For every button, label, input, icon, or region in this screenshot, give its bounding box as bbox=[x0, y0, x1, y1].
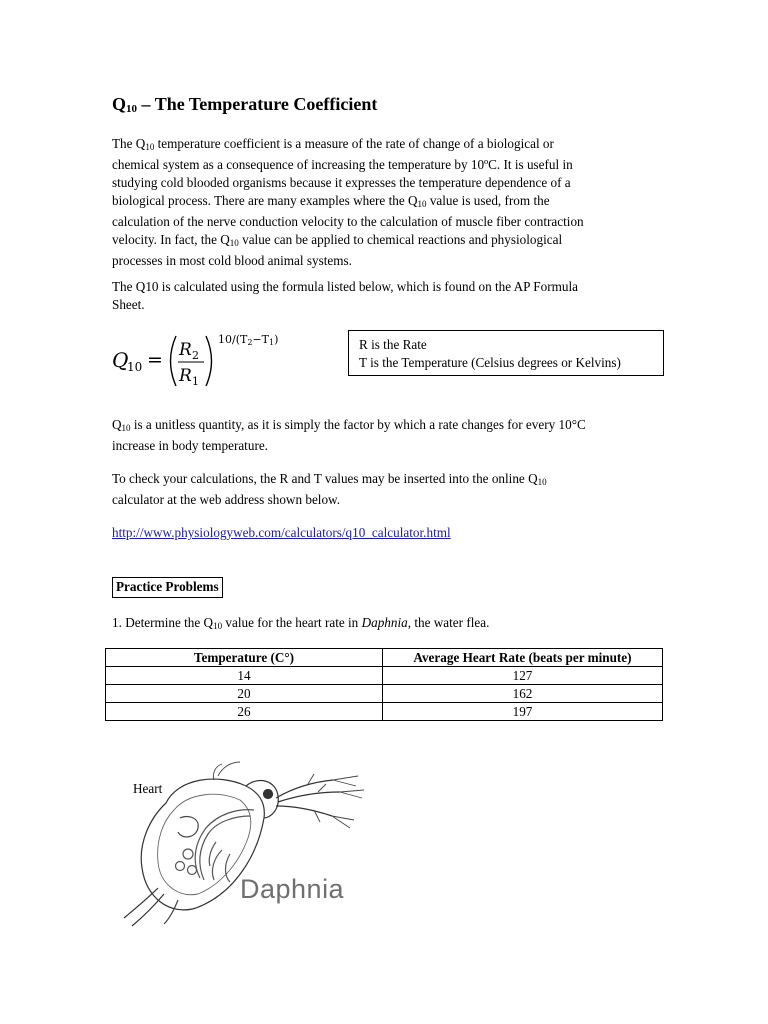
head-outline bbox=[246, 781, 278, 818]
carapace-spikes bbox=[213, 762, 240, 780]
definitions-box bbox=[348, 330, 664, 376]
check-line: To check your calculations, the R and T values may be inserted into the online $Q_{10}$ bbox=[112, 471, 547, 487]
egg bbox=[176, 862, 185, 871]
formula-intro-line: Sheet. bbox=[112, 297, 145, 312]
table-cell: 162 bbox=[383, 685, 663, 703]
legs bbox=[209, 842, 230, 882]
intro-line: velocity. In fact, the $Q_{10}$ value can be applied to chemical reactions and physiological bbox=[112, 232, 563, 248]
daphnia-caption: Daphnia bbox=[240, 874, 345, 904]
column-header-heart-rate: Average Heart Rate (beats per minute) bbox=[383, 649, 663, 667]
intro-paragraph bbox=[112, 135, 657, 270]
table-cell: 20 bbox=[106, 685, 383, 703]
formula-left-paren bbox=[171, 336, 177, 386]
unitless-line: increase in body temperature. bbox=[112, 438, 268, 453]
column-header-temperature: Temperature (C°) bbox=[106, 649, 383, 667]
definition-t: T is the Temperature (Celsius degrees or Kelvins) bbox=[359, 355, 621, 370]
intro-line: chemical system as a consequence of increasing the temperature by 10ºC. It is useful in bbox=[112, 157, 573, 172]
formula-intro-paragraph bbox=[112, 278, 657, 314]
heart-shape bbox=[178, 816, 198, 836]
question-1: 1. Determine the $Q_{10}$ value for the heart rate in Daphnia, the water flea. bbox=[112, 615, 490, 631]
intro-line: calculation of the nerve conduction velocity to the calculation of muscle fiber contraction bbox=[112, 214, 584, 229]
table-row bbox=[106, 667, 663, 685]
daphnia-italic: Daphnia bbox=[361, 615, 408, 630]
formula-numerator: R bbox=[179, 340, 192, 360]
formula-q-subscript: 10 bbox=[127, 360, 143, 374]
intro-line: biological process. There are many examples where the $Q_{10}$ value is used, from the bbox=[112, 193, 550, 209]
eye-icon bbox=[264, 790, 273, 799]
practice-problems-heading: Practice Problems bbox=[112, 577, 223, 598]
heart-rate-table bbox=[105, 648, 663, 721]
table-cell: 127 bbox=[383, 667, 663, 685]
q10-formula bbox=[110, 330, 310, 390]
table-row bbox=[106, 703, 663, 721]
title-text: – The Temperature Coefficient bbox=[137, 94, 378, 114]
heart-label: Heart bbox=[133, 781, 163, 796]
egg bbox=[183, 849, 193, 859]
intro-line: studying cold blooded organisms because it expresses the temperature dependence of a bbox=[112, 175, 571, 190]
table-cell: 26 bbox=[106, 703, 383, 721]
table-cell: 197 bbox=[383, 703, 663, 721]
definition-r: R is the Rate bbox=[359, 337, 427, 352]
egg bbox=[188, 866, 197, 875]
tail-spine bbox=[124, 888, 164, 926]
formula-intro-line: The Q10 is calculated using the formula listed below, which is found on the AP Formula bbox=[112, 279, 578, 294]
postabdomen bbox=[164, 900, 178, 924]
formula-denominator-subscript: 1 bbox=[192, 375, 199, 388]
unitless-paragraph bbox=[112, 416, 657, 455]
table-cell: 14 bbox=[106, 667, 383, 685]
check-line: calculator at the web address shown below. bbox=[112, 492, 341, 507]
formula-numerator-subscript: 2 bbox=[192, 349, 199, 362]
q10-calculator-link[interactable]: http://www.physiologyweb.com/calculators/q10_calculator.html bbox=[112, 525, 451, 540]
table-header-row bbox=[106, 649, 663, 667]
intro-line: The $Q_{10}$ temperature coefficient is a measure of the rate of change of a biological or bbox=[112, 136, 554, 152]
table-row bbox=[106, 685, 663, 703]
title-q: Q bbox=[112, 94, 127, 114]
check-paragraph bbox=[112, 470, 657, 509]
antennae bbox=[276, 780, 340, 816]
formula-right-paren bbox=[206, 336, 212, 386]
formula-equals: = bbox=[147, 349, 163, 371]
page-title bbox=[112, 94, 377, 115]
formula-exponent: 10/(T2−T1) bbox=[218, 333, 279, 347]
formula-q: Q bbox=[112, 348, 129, 372]
unitless-line: $Q_{10}$ is a unitless quantity, as it is simply the factor by which a rate changes for every 10°C bbox=[112, 417, 586, 433]
intro-line: processes in most cold blood animal systems. bbox=[112, 253, 352, 268]
title-subscript: 10 bbox=[126, 103, 138, 115]
formula-denominator: R bbox=[179, 366, 192, 386]
